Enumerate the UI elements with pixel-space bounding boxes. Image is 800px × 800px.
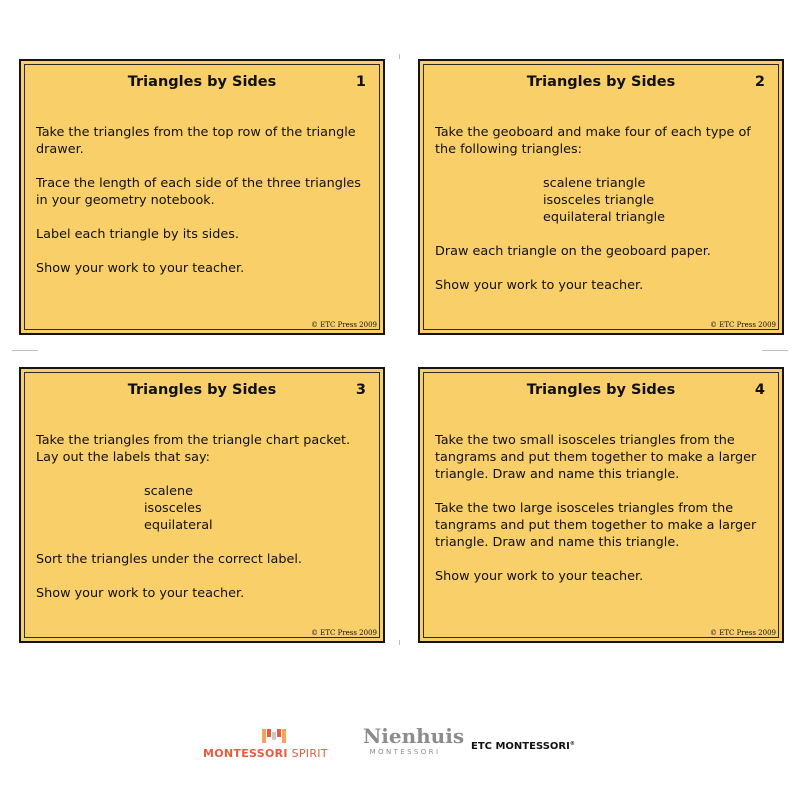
card-paragraph: Take the two small isosceles triangles from the tangrams and put them together to make a larger triangle. Draw and name this triangle.: [435, 433, 757, 482]
list-item: isosceles triangle: [543, 193, 655, 208]
montessori-spirit-logo: [203, 724, 345, 764]
copyright-notice: © ETC Press 2009: [310, 321, 377, 329]
card-paragraph: Label each triangle by its sides.: [36, 227, 239, 242]
montessori-spirit-bold: MONTESSORI: [203, 747, 288, 760]
label-list: [36, 483, 371, 534]
etc-montessori-logo: [471, 741, 575, 752]
card-title: Triangles by Sides: [127, 382, 277, 398]
list-item: scalene: [144, 484, 193, 499]
card-body: [435, 124, 770, 311]
card-paragraph: Sort the triangles under the correct label.: [36, 552, 302, 567]
montessori-spirit-light: SPIRIT: [291, 747, 328, 760]
card-body: [435, 432, 770, 602]
nienhuis-logo: [363, 724, 465, 762]
card-paragraph: Draw each triangle on the geoboard paper.: [435, 244, 711, 259]
task-card-3: [19, 367, 385, 643]
card-paragraph: Show your work to your teacher.: [36, 586, 245, 601]
card-number: 4: [754, 382, 765, 398]
nienhuis-wordmark: Nienhuis: [363, 724, 465, 748]
cut-mark-top-center: [399, 54, 400, 59]
task-card-4: [418, 367, 784, 643]
cut-mark-right-middle: [762, 350, 788, 351]
card-paragraph: Show your work to your teacher.: [435, 278, 644, 293]
task-card-1: [19, 59, 385, 335]
card-paragraph: Show your work to your teacher.: [36, 261, 245, 276]
triangle-type-list: [435, 175, 770, 226]
card-title: Triangles by Sides: [526, 382, 676, 398]
nienhuis-subtitle: MONTESSORI: [369, 748, 441, 756]
brand-logos: [0, 724, 800, 764]
cut-mark-bottom-center: [399, 640, 400, 645]
card-paragraph: Take the triangles from the triangle chart packet. Lay out the labels that say:: [36, 433, 351, 465]
list-item: equilateral triangle: [543, 210, 666, 225]
montessori-spirit-mark-icon: [261, 727, 287, 744]
card-body: [36, 124, 371, 294]
card-paragraph: Take the triangles from the top row of the triangle drawer.: [36, 125, 356, 157]
task-card-2: [418, 59, 784, 335]
registered-mark: ®: [569, 741, 575, 747]
card-paragraph: Trace the length of each side of the three triangles in your geometry notebook.: [36, 176, 361, 208]
card-number: 3: [355, 382, 366, 398]
copyright-notice: © ETC Press 2009: [709, 629, 776, 637]
card-title: Triangles by Sides: [526, 74, 676, 90]
list-item: scalene triangle: [543, 176, 646, 191]
copyright-notice: © ETC Press 2009: [310, 629, 377, 637]
montessori-spirit-mark-letter: M: [272, 739, 276, 744]
card-title: Triangles by Sides: [127, 74, 277, 90]
montessori-spirit-wordmark: [203, 747, 328, 760]
card-number: 2: [754, 74, 765, 90]
list-item: equilateral: [144, 518, 213, 533]
card-paragraph: Show your work to your teacher.: [435, 569, 644, 584]
cut-mark-left-middle: [12, 350, 38, 351]
list-item: isosceles: [144, 501, 202, 516]
etc-montessori-wordmark: ETC MONTESSORI: [471, 741, 570, 752]
card-paragraph: Take the geoboard and make four of each type of the following triangles:: [435, 125, 751, 157]
card-paragraph: Take the two large isosceles triangles from the tangrams and put them together to make a larger triangle. Draw and name this triangle.: [435, 501, 757, 550]
card-body: [36, 432, 371, 619]
copyright-notice: © ETC Press 2009: [709, 321, 776, 329]
card-number: 1: [355, 74, 366, 90]
